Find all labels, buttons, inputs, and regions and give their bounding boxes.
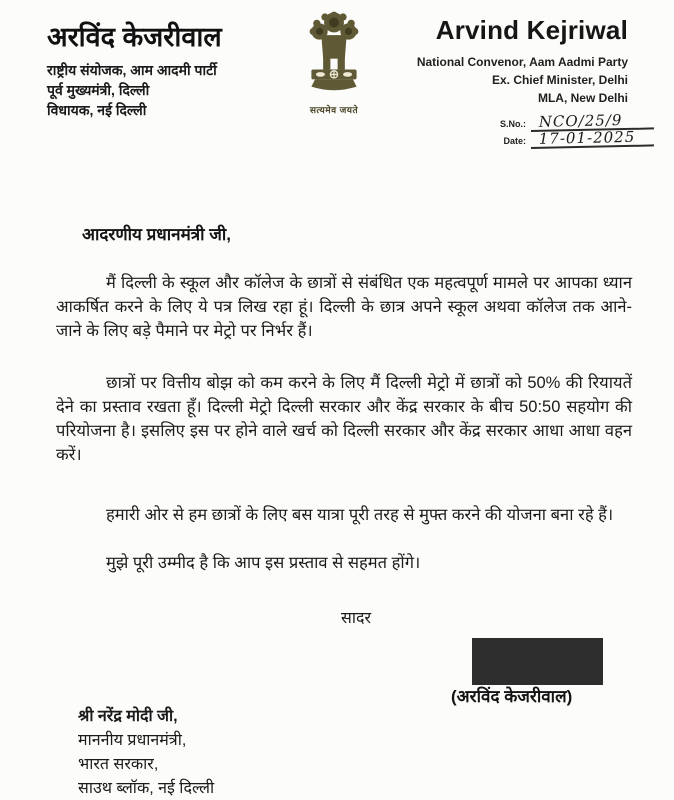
sender-title-hindi: विधायक, नई दिल्ली: [47, 102, 147, 119]
sender-name-hindi: अरविंद केजरीवाल: [47, 22, 222, 52]
recipient-line: साउथ ब्लॉक, नई दिल्ली: [78, 780, 215, 797]
body-paragraph: छात्रों पर वित्तीय बोझ को कम करने के लिए मैं दिल्ली मेट्रो में छात्रों को 50% की रियायतें देने का प्रस्ताव रखता हूँ। दिल्ली मेट्रो दिल्ली सरकार और केंद्र सरकार के बीच 50:50 सहयोग की परियोजना है। इसलिए इस पर होने वाले खर्च को दिल्ली सरकार और केंद्र सरकार आधा आधा वहन करें।: [56, 374, 632, 464]
recipient-name: श्री नरेंद्र मोदी जी,: [78, 708, 178, 725]
closing-word: सादर: [341, 610, 372, 627]
letterhead-left: [47, 22, 222, 120]
body-paragraph: हमारी ओर से हम छात्रों के लिए बस यात्रा पूरी तरह से मुफ्त करने की योजना बना रहे हैं।: [106, 506, 614, 524]
salutation: आदरणीय प्रधानमंत्री जी,: [82, 225, 232, 244]
date-value: 17-01-2025: [531, 129, 654, 149]
letterhead-right: [417, 15, 628, 107]
emblem-motto: सत्यमेव जयते: [309, 105, 359, 115]
date-row: [496, 127, 654, 149]
sender-name-english: Arvind Kejriwal: [435, 15, 628, 45]
body-paragraph: मैं दिल्ली के स्कूल और कॉलेज के छात्रों से संबंधित एक महत्वपूर्ण मामले पर आपका ध्यान आकर्षित करने के लिए ये पत्र लिख रहा हूं। दिल्ली के छात्र अपने स्कूल अथवा कॉलेज तक आने-जाने के लिए बड़े पैमाने पर मेट्रो पर निर्भर हैं।: [56, 274, 632, 340]
ashoka-lion-capital-icon: [305, 8, 363, 102]
signatory-name: (अरविंद केजरीवाल): [451, 687, 573, 706]
recipient-address: [78, 705, 214, 800]
sender-title-english: National Convenor, Aam Aadmi Party: [416, 55, 628, 69]
sender-title-hindi: पूर्व मुख्यमंत्री, दिल्ली: [47, 82, 150, 99]
sender-title-hindi: राष्ट्रीय संयोजक, आम आदमी पार्टी: [47, 62, 217, 79]
body-paragraph: मुझे पूरी उम्मीद है कि आप इस प्रस्ताव से सहमत होंगे।: [106, 554, 421, 572]
date-label: Date:: [503, 136, 526, 146]
serial-date-block: [496, 111, 654, 149]
serial-number-label: S.No.:: [500, 119, 526, 129]
serial-number-value: NCO/25/9: [531, 112, 654, 132]
state-emblem: [299, 8, 369, 116]
recipient-line: भारत सरकार,: [78, 756, 159, 773]
signature-redaction-box: [472, 638, 603, 685]
sender-title-english: MLA, New Delhi: [537, 91, 628, 105]
recipient-line: माननीय प्रधानमंत्री,: [78, 732, 187, 749]
sender-title-english: Ex. Chief Minister, Delhi: [491, 73, 628, 87]
